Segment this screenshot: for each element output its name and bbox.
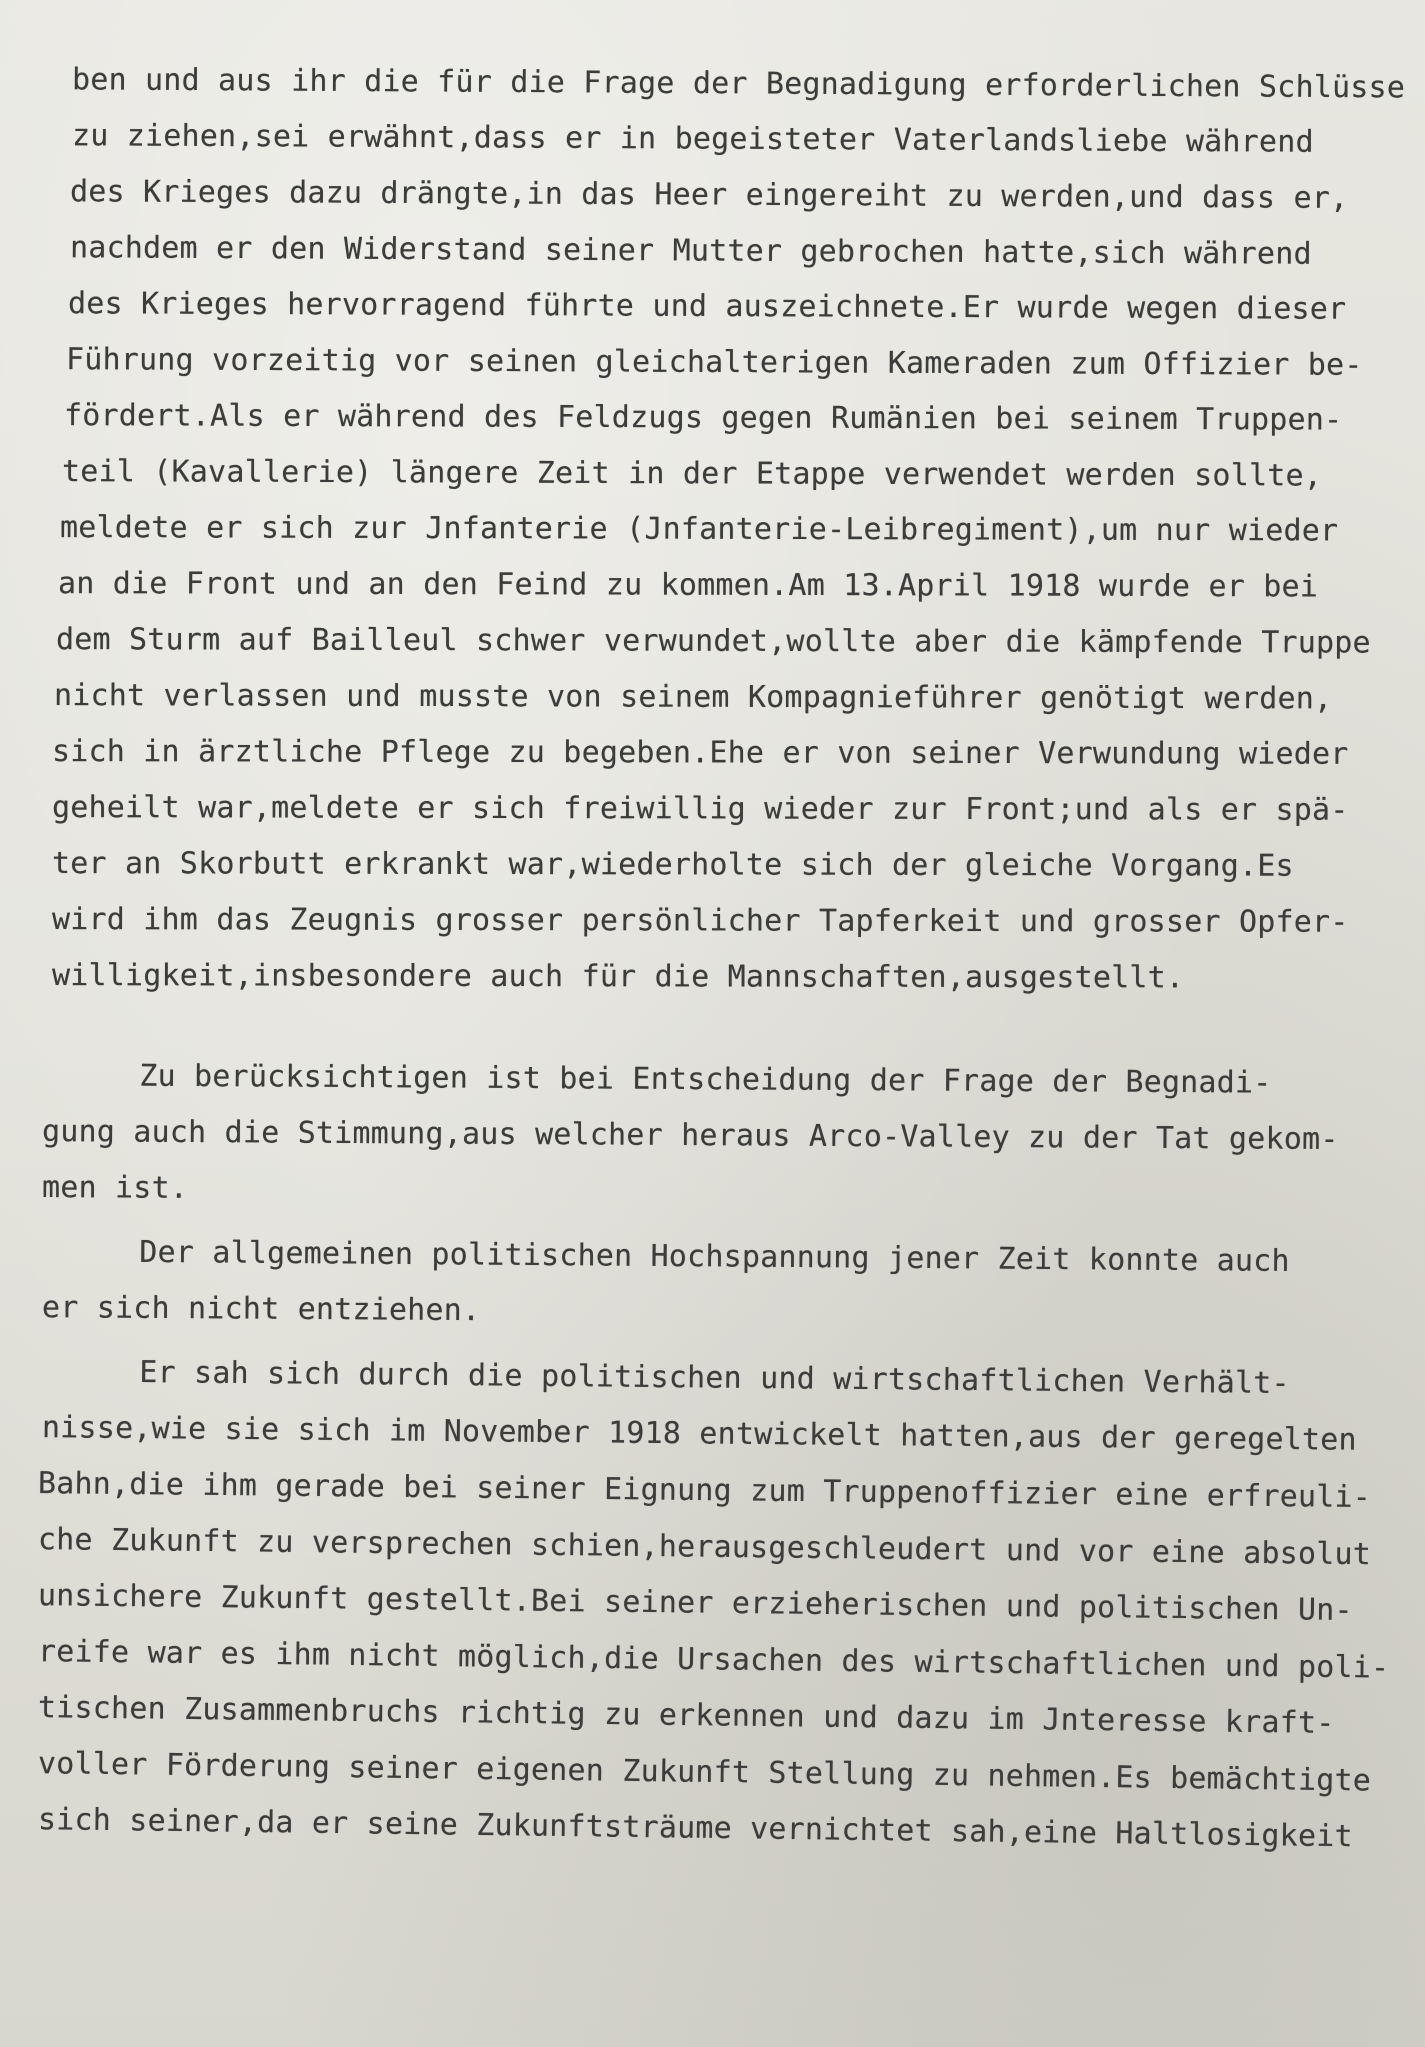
text-line: nicht verlassen und musste von seinem Kompagnieführer genötigt werden, bbox=[53, 678, 1333, 717]
text-line: Führung vorzeitig vor seinen gleichalterigen Kameraden zum Offizier be- bbox=[65, 342, 1363, 383]
paragraph-circumstances bbox=[32, 1344, 1390, 1855]
text-line: men ist. bbox=[41, 1170, 189, 1206]
text-line: reife war es ihm nicht möglich,die Ursachen des wirtschaftlichen und poli- bbox=[37, 1634, 1390, 1686]
text-line: dem Sturm auf Bailleul schwer verwundet,wollte aber die kämpfende Truppe bbox=[55, 622, 1371, 661]
text-line: teil (Kavallerie) längere Zeit in der Etappe verwendet werden sollte, bbox=[61, 454, 1323, 494]
text-line: geheilt war,meldete er sich freiwillig wieder zur Front;und als er spä- bbox=[51, 790, 1349, 828]
document-body bbox=[32, 52, 1406, 1855]
text-line: voller Förderung seiner eigenen Zukunft Stellung zu nehmen.Es bemächtigte bbox=[37, 1746, 1372, 1799]
text-line: Bahn,die ihm gerade bei seiner Eignung zum Truppenoffizier eine erfreuli- bbox=[37, 1466, 1372, 1516]
text-line: willigkeit,insbesondere auch für die Mannschaften,ausgestellt. bbox=[51, 958, 1185, 996]
text-line: ben und aus ihr die für die Frage der Begnadigung erforderlichen Schlüsse bbox=[71, 62, 1406, 106]
text-line: Der allgemeinen politischen Hochspannung jener Zeit konnte auch bbox=[47, 1234, 1290, 1279]
text-line: des Krieges hervorragend führte und auszeichnete.Er wurde wegen dieser bbox=[67, 286, 1347, 327]
text-line: Er sah sich durch die politischen und wirtschaftlichen Verhält- bbox=[47, 1354, 1290, 1402]
text-line: ter an Skorbutt erkrankt war,wiederholte sich der gleiche Vorgang.Es bbox=[51, 846, 1294, 884]
text-line: Zu berücksichtigen ist bei Entscheidung der Frage der Begnadi- bbox=[47, 1058, 1272, 1101]
paragraph-mood bbox=[32, 1048, 1377, 1216]
text-line: nachdem er den Widerstand seiner Mutter gebrochen hatte,sich während bbox=[69, 230, 1312, 272]
text-line: er sich nicht entziehen. bbox=[41, 1290, 481, 1329]
paragraph-political-tension bbox=[32, 1224, 1377, 1336]
paragraph-military-service bbox=[32, 52, 1406, 1004]
text-line: sich in ärztliche Pflege zu begeben.Ehe er von seiner Verwundung wieder bbox=[51, 734, 1349, 772]
paragraph-gap bbox=[32, 1004, 1377, 1048]
text-line: gung auch die Stimmung,aus welcher heraus Arco-Valley zu der Tat gekom- bbox=[41, 1114, 1339, 1157]
text-line: zu ziehen,sei erwähnt,dass er in begeisteter Vaterlandsliebe während bbox=[71, 118, 1314, 160]
text-line: che Zukunft zu versprechen schien,herausgeschleudert und vor eine absolut bbox=[37, 1522, 1372, 1573]
text-line: unsichere Zukunft gestellt.Bei seiner erzieherischen und politischen Un- bbox=[37, 1578, 1353, 1628]
text-line: nisse,wie sie sich im November 1918 entwickelt hatten,aus der geregelten bbox=[41, 1410, 1357, 1458]
text-line: meldete er sich zur Jnfanterie (Jnfanterie-Leibregiment),um nur wieder bbox=[59, 510, 1339, 549]
text-line: wird ihm das Zeugnis grosser persönlicher Tapferkeit und grosser Opfer- bbox=[51, 902, 1349, 940]
text-line: an die Front und an den Feind zu kommen.Am 13.April 1918 wurde er bei bbox=[57, 566, 1319, 605]
text-line: fördert.Als er während des Feldzugs gegen Rumänien bei seinem Truppen- bbox=[63, 398, 1343, 438]
text-line: sich seiner,da er seine Zukunftsträume vernichtet sah,eine Haltlosigkeit bbox=[37, 1802, 1353, 1855]
text-line: des Krieges dazu drängte,in das Heer eingereiht zu werden,und dass er, bbox=[69, 174, 1349, 216]
text-line: tischen Zusammenbruchs richtig zu erkennen und dazu im Jnteresse kraft- bbox=[37, 1690, 1335, 1741]
